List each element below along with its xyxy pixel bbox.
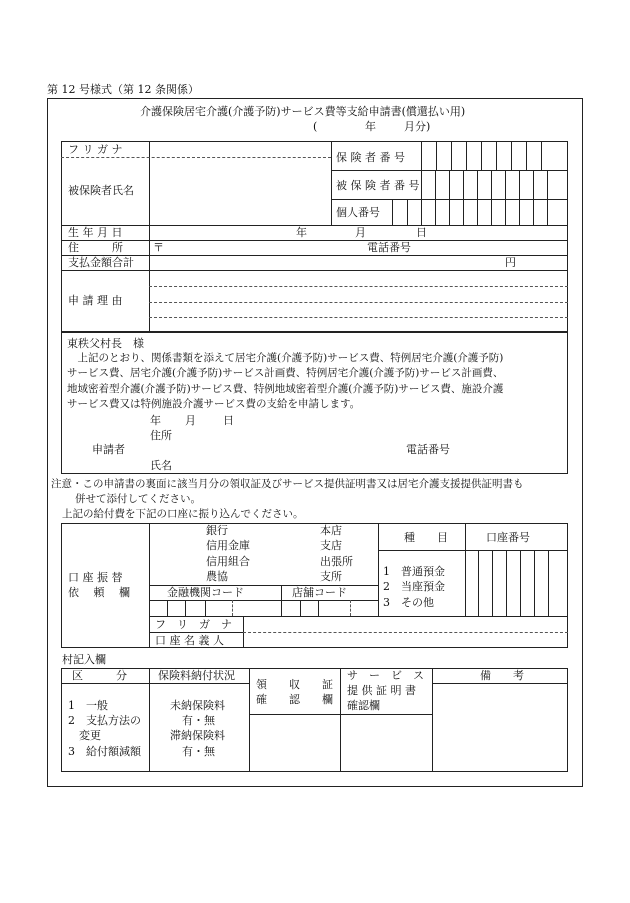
date-month-unit: 月 — [185, 414, 196, 427]
account-holder-label: 口 座 名 義 人 — [155, 634, 224, 647]
receipt-check-label-2: 確 認 欄 — [256, 693, 333, 706]
account-kind: 3 その他 — [383, 596, 434, 609]
date-day-unit: 日 — [223, 414, 234, 427]
account-furigana-label: フ リ ガ ナ — [155, 618, 232, 631]
branch-type: 支店 — [320, 539, 342, 552]
receipt-check-label: 領 収 証 — [256, 678, 333, 691]
addressee: 東秩父村長 様 — [67, 337, 144, 350]
postal-mark: 〒 — [153, 241, 164, 254]
applicant-label: 申請者 — [92, 443, 125, 456]
period-open: ( — [313, 120, 318, 133]
branch-type: 支所 — [320, 570, 342, 583]
remarks-header: 備 考 — [480, 669, 524, 682]
insured-name-label: 被保険者氏名 — [68, 184, 134, 197]
declaration-line: 上記のとおり、関係書類を添えて居宅介護(介護予防)サービス費、特例居宅介護(介護予防) — [67, 352, 504, 364]
declaration-line: サービス費又は特例施設介護サービス費の支給を申請します。 — [67, 398, 361, 410]
declaration-line: 地域密着型介護(介護予防)サービス費、特例地域密着型介護(介護予防)サービス費、施設介護 — [67, 383, 504, 395]
branch-type: 本店 — [320, 524, 342, 537]
account-kind: 1 普通預金 — [383, 565, 445, 578]
branch-type: 出張所 — [320, 555, 353, 568]
declaration-line: サービス費、居宅介護(介護予防)サービス計画費、特例居宅介護(介護予防)サービス計画費、 — [67, 367, 504, 379]
phone-label: 電話番号 — [367, 241, 411, 254]
premium-item: 有・無 — [182, 745, 215, 758]
village-heading: 村記入欄 — [62, 653, 106, 666]
form-number: 第 12 号様式（第 12 条関係） — [47, 83, 199, 96]
insurer-number-label: 保 険 者 番 号 — [336, 151, 405, 164]
category-item: 変更 — [68, 729, 101, 742]
category-header: 区 分 — [72, 669, 127, 682]
service-cert-label: サ ー ビ ス — [347, 669, 424, 682]
note-line: 併せて添付してください。 — [75, 493, 201, 505]
payment-total-label: 支払金額合計 — [68, 256, 134, 269]
transfer-instruction: 上記の給付費を下記の口座に振り込んでください。 — [62, 508, 304, 520]
period-month: 月分) — [404, 120, 431, 133]
applicant-name-label: 氏名 — [150, 459, 172, 472]
bank-section-label-2: 依 頼 欄 — [68, 586, 130, 599]
applicant-address-label: 住所 — [150, 429, 172, 442]
personal-number-label: 個人番号 — [336, 206, 380, 219]
furigana-label: フ リ ガ ナ — [68, 143, 123, 156]
account-number-header: 口座番号 — [486, 531, 530, 544]
service-cert-label-3: 確認欄 — [347, 699, 380, 712]
yen-unit: 円 — [505, 256, 516, 269]
institution-code-label: 金融機関コード — [167, 586, 244, 599]
note-line: 注意・この申請書の裏面に該当月分の領収証及びサービス提供証明書又は居宅介護支援提供証明書も — [51, 478, 524, 490]
birth-year-unit: 年 — [296, 226, 307, 239]
premium-item: 未納保険料 — [170, 699, 225, 712]
service-cert-label-2: 提 供 証 明 書 — [347, 684, 416, 697]
premium-item: 有・無 — [182, 714, 215, 727]
institution-type: 農協 — [206, 570, 228, 583]
premium-item: 滞納保険料 — [170, 729, 225, 742]
bank-section-label: 口 座 振 替 — [68, 571, 123, 584]
period-year: 年 — [365, 120, 376, 133]
insured-number-label: 被 保 険 者 番 号 — [336, 179, 420, 192]
institution-type: 銀行 — [206, 524, 228, 537]
reason-label: 申 請 理 由 — [68, 294, 123, 307]
birth-month-unit: 月 — [355, 226, 366, 239]
birth-day-unit: 日 — [416, 226, 427, 239]
premium-header: 保険料納付状況 — [158, 669, 235, 682]
form-title: 介護保険居宅介護(介護予防)サービス費等支給申請書(償還払い用) — [140, 105, 466, 118]
category-item: 1 一般 — [68, 699, 108, 712]
kind-header: 種 目 — [404, 531, 448, 544]
institution-type: 信用金庫 — [206, 539, 250, 552]
branch-code-label: 店舗コード — [292, 586, 347, 599]
applicant-phone-label: 電話番号 — [406, 443, 450, 456]
institution-type: 信用組合 — [206, 555, 250, 568]
date-year-unit: 年 — [150, 414, 161, 427]
address-label: 住 所 — [68, 241, 123, 254]
category-item: 3 給付額減額 — [68, 745, 141, 758]
birthdate-label: 生 年 月 日 — [68, 226, 123, 239]
account-kind: 2 当座預金 — [383, 580, 445, 593]
category-item: 2 支払方法の — [68, 714, 141, 727]
